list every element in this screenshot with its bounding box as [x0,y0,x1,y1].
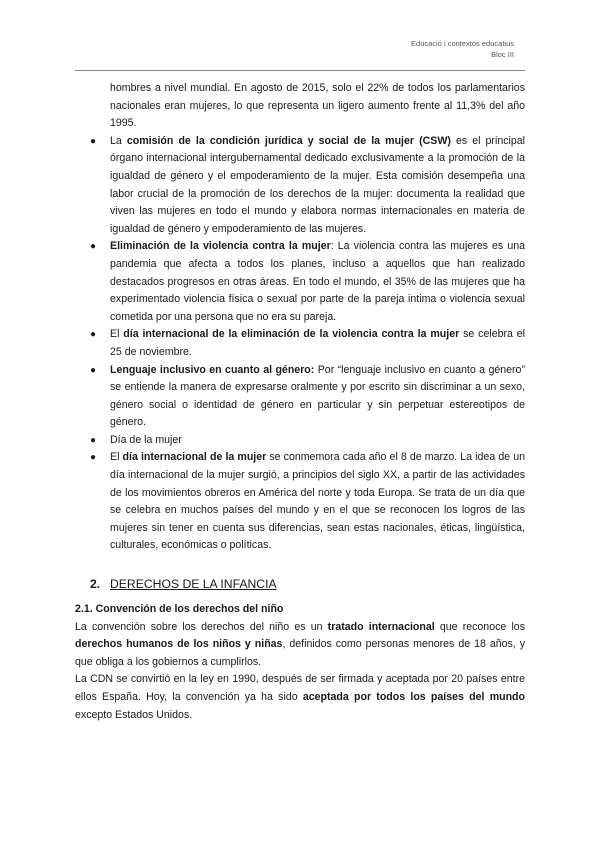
bullet-text-post: se conmemora cada año el 8 de marzo. La idea de un día internacional de la mujer surgió, a principios del siglo XX, a partir de las actividades de los movimientos obreros en América del norte y toda Europa. Se trata de un día que se celebra en muchos países del mundo y en el que se reconocen los logros de las mujeres sin tener en cuenta sus diferencias, sean estas nacionales, éticas, lingüística, culturales, económicas o políticas. [110,451,525,552]
bullet-bold-term: Lenguaje inclusivo en cuanto al género: [110,363,315,376]
para-text: La convención sobre los derechos del niño es un [75,620,328,633]
convention-paragraph [75,619,525,672]
bullet-list [75,133,525,555]
bullet-text-pre: El [110,451,123,464]
para-text: La CDN se convirtió en la ley en 1990, después de ser firmada y aceptada por 20 países entre ellos España. Hoy, la convención ya ha sido [75,673,525,703]
para-text: , definidos como personas menores de 18 años, y que obliga a los gobiernos a cumplirlos. [75,638,525,668]
bullet-dot-icon: ● [90,241,97,253]
page-header [411,38,514,60]
para-bold-term: aceptada por todos los países del mundo [302,691,525,703]
subsection-heading-convention: 2.1. Convención de los derechos del niño [75,603,284,616]
bullet-dot-icon: ● [90,135,97,147]
bullet-text-pre: El [110,328,124,341]
bullet-text-post: es el principal órgano internacional intergubernamental dedicado exclusivamente a la promoción de la igualdad de género y el empoderamiento de la mujer. Esta comisión desempeña una labor crucial de la promoción de los derechos de la mujer: documenta la realidad que viven las mujeres en todo el mundo y elabora normas internacionales en materia de igualdad de género y empoderamiento de las mujeres. [110,134,525,235]
bullet-text-post: Por “lenguaje inclusivo en cuanto a género” se entiende la manera de expresarse oralmente y por escrito sin discriminar a un sexo, género social o identidad de género en particular y sin perpetuar estereotipos de género. [110,363,525,429]
para-bold-term: derechos humanos de los niños y niñas [75,638,283,651]
header-divider [75,70,525,71]
header-block-label: Bloc III [491,50,514,59]
bullet-bold-term: Eliminación de la violencia contra la mujer [110,240,331,253]
section-number: 2. [90,577,101,592]
bullet-bold-term: día internacional de la mujer [122,451,267,464]
intro-continuation-paragraph: hombres a nivel mundial. En agosto de 2015, solo el 22% de todos los parlamentarios nacionales eran mujeres, lo que representa un ligero aumento frente al 11,3% del año 1995. [110,82,525,130]
bullet-dot-icon: ● [90,364,97,376]
para-text: que reconoce los [434,620,525,633]
bullet-item-inclusive-language [75,362,525,432]
bullet-text-post: se celebra el 25 de noviembre. [110,328,525,358]
para-text: excepto Estados Unidos. [75,708,193,721]
bullet-item-violence-elimination [75,238,525,326]
bullet-item-womens-day-heading [75,432,525,450]
bullet-text-post: : La violencia contra las mujeres es una pandemia que afecta a todos los planes, incluso a aquellos que han realizado destacados progresos en otras áreas. En todo el mundo, el 35% de las mujeres que ha experimentado violencia física o sexual por parte de la pareja intima o violencia sexual cometida por una persona que no era su pareja. [110,240,525,323]
bullet-dot-icon: ● [90,434,97,446]
bullet-item-day-against-violence [75,326,525,361]
bullet-text-pre: La [110,134,127,147]
bullet-text-pre: Día de la mujer [110,433,182,446]
bullet-dot-icon: ● [90,329,97,341]
page-body [75,80,525,724]
bullet-bold-term: día internacional de la eliminación de la violencia contra la mujer [123,328,460,341]
bullet-item-international-womens-day [75,449,525,555]
bullet-item-csw [75,133,525,239]
bullet-dot-icon: ● [90,452,97,464]
para-bold-term: tratado internacional [327,620,435,633]
section-heading-childrens-rights [75,575,525,593]
section-title: DERECHOS DE LA INFANCIA [110,577,277,592]
bullet-bold-term: comisión de la condición jurídica y social de la mujer (CSW) [126,134,451,147]
cdn-law-paragraph [75,671,525,724]
header-course-title: Educació i contextos educatius [411,39,514,48]
